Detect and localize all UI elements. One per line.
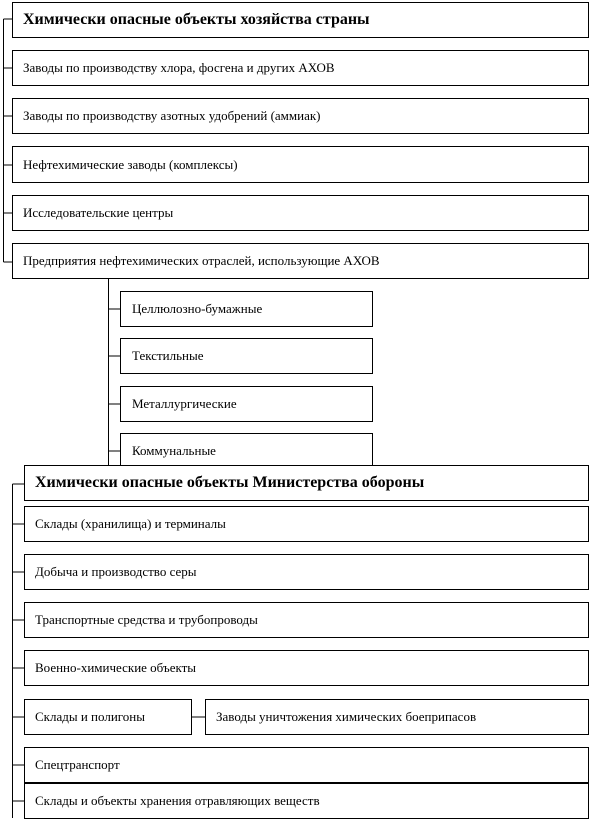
split-row-right: Заводы уничтожения химических боеприпасов (205, 699, 589, 735)
sub-list-item: Коммунальные (120, 433, 373, 469)
list-item: Заводы по производству хлора, фосгена и других АХОВ (12, 50, 589, 86)
list-item: Склады и объекты хранения отравляющих веществ (24, 783, 589, 819)
list-item: Склады (хранилища) и терминалы (24, 506, 589, 542)
list-item: Военно-химические объекты (24, 650, 589, 686)
list-item: Заводы по производству азотных удобрений (аммиак) (12, 98, 589, 134)
list-item: Спецтранспорт (24, 747, 589, 783)
list-item: Исследовательские центры (12, 195, 589, 231)
section-1-title: Химически опасные объекты хозяйства страны (12, 2, 589, 38)
list-item: Предприятия нефтехимических отраслей, использующие АХОВ (12, 243, 589, 279)
list-item: Нефтехимические заводы (комплексы) (12, 146, 589, 183)
sub-list-item: Металлургические (120, 386, 373, 422)
split-row-left: Склады и полигоны (24, 699, 192, 735)
section-2-title: Химически опасные объекты Министерства обороны (24, 465, 589, 501)
list-item: Добыча и производство серы (24, 554, 589, 590)
sub-list-item: Целлюлозно-бумажные (120, 291, 373, 327)
list-item: Транспортные средства и трубопроводы (24, 602, 589, 638)
sub-list-item: Текстильные (120, 338, 373, 374)
